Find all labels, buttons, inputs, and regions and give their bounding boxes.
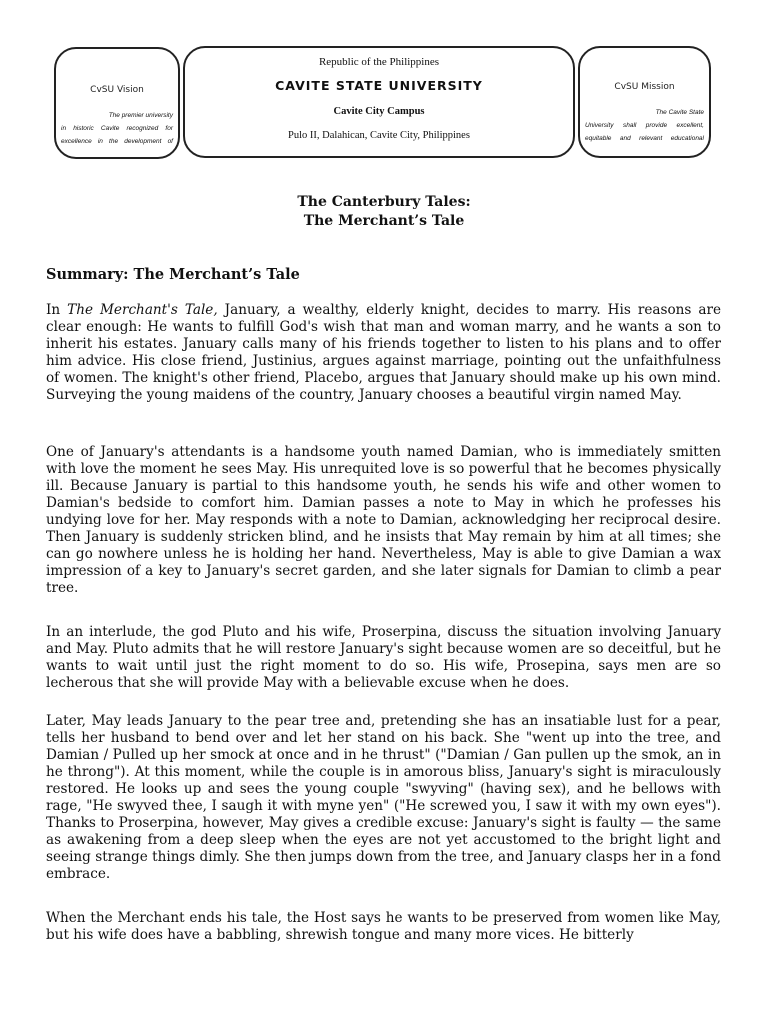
tale-title-italic: The Merchant's Tale,	[67, 302, 218, 318]
paragraph-3: In an interlude, the god Pluto and his wife, Proserpina, discuss the situation involving January and May. Pluto admits that he will restore January's sight because women are so deceitful, but he wants to wait until just the right moment to do so. His wife, Prosepina, says men are so lecherous that she will provide May with a believable excuse when he does.	[46, 624, 721, 691]
document-title	[0, 193, 768, 231]
paragraph-2: One of January's attendants is a handsome youth named Damian, who is immediately smitten with love the moment he sees May. His unrequited love is so powerful that he becomes physically ill. Because January is partial to this handsome youth, he sends his wife and other women to Damian's bedside to comfort him. Damian passes a note to May in which he professes his undying love for her. May responds with a note to Damian, acknowledging her reciprocal desire. Then January is suddenly stricken blind, and he insists that May remain by him at all times; she can go nowhere unless he is holding her hand. Nevertheless, May is able to give Damian a wax impression of a key to January's secret garden, and she later signals for Damian to climb a pear tree.	[46, 444, 721, 596]
paragraph-1-text: January, a wealthy, elderly knight, decides to marry. His reasons are clear enough: He wants to fulfill God's wish that man and woman marry, and he wants a son to inherit his estates. January calls many of his friends together to listen to his plans and to offer him advice. His close friend, Justinius, argues against marriage, pointing out the unfaithfulness of women. The knight's other friend, Placebo, argues that January should make up his own mind. Surveying the young maidens of the country, January chooses a beautiful virgin named May.	[46, 302, 722, 403]
vision-line-2: in historic Cavite recognized for	[61, 125, 173, 132]
vision-title: CvSU Vision	[90, 85, 144, 95]
university-name: CAVITE STATE UNIVERSITY	[275, 78, 483, 93]
mission-text	[585, 106, 704, 145]
paragraph-4: Later, May leads January to the pear tree and, pretending she has an insatiable lust for a pear, tells her husband to bend over and let her stand on his back. She "went up into the tree, and Damian / Pulled up her smock at once and in he thrust" ("Damian / Gan pullen up the smok, an in he throng"). At this moment, while the couple is in amorous bliss, January's sight is miraculously restored. He looks up and sees the young couple "swyving" (having sex), and he bellows with rage, "He swyved thee, I saugh it with myne yen" ("He screwed you, I saw it with my own eyes"). Thanks to Proserpina, however, May gives a credible excuse: January's sight is faulty — the same as awakening from a deep sleep when the eyes are not yet accustomed to the bright light and seeing strange things dimly. She then jumps down from the tree, and January clasps her in a fond embrace.	[46, 713, 721, 882]
title-line-2: The Merchant’s Tale	[303, 213, 465, 229]
mission-line-2: University shall provide excellent,	[585, 122, 704, 129]
university-header-box	[183, 46, 575, 158]
campus-address: Pulo II, Dalahican, Cavite City, Philippines	[288, 130, 470, 141]
paragraph-5: When the Merchant ends his tale, the Host says he wants to be preserved from women like May, but his wife does have a babbling, shrewish tongue and many more vices. He bitterly	[46, 910, 721, 943]
mission-line-3: equitable and relevant educational	[585, 135, 704, 142]
paragraph-1	[46, 302, 721, 404]
vision-box	[54, 47, 180, 159]
mission-title: CvSU Mission	[614, 82, 675, 92]
vision-line-1: The premier university	[108, 112, 173, 119]
republic-label: Republic of the Philippines	[318, 56, 440, 68]
campus-name: Cavite City Campus	[333, 106, 425, 117]
title-line-1: The Canterbury Tales:	[297, 194, 471, 210]
paragraph-1-prefix: In	[46, 302, 68, 318]
vision-line-3: excellence in the development of	[61, 138, 173, 145]
mission-box	[578, 46, 711, 158]
summary-heading: Summary: The Merchant’s Tale	[46, 266, 300, 283]
mission-line-1: The Cavite State	[655, 109, 704, 116]
vision-text	[61, 109, 173, 148]
